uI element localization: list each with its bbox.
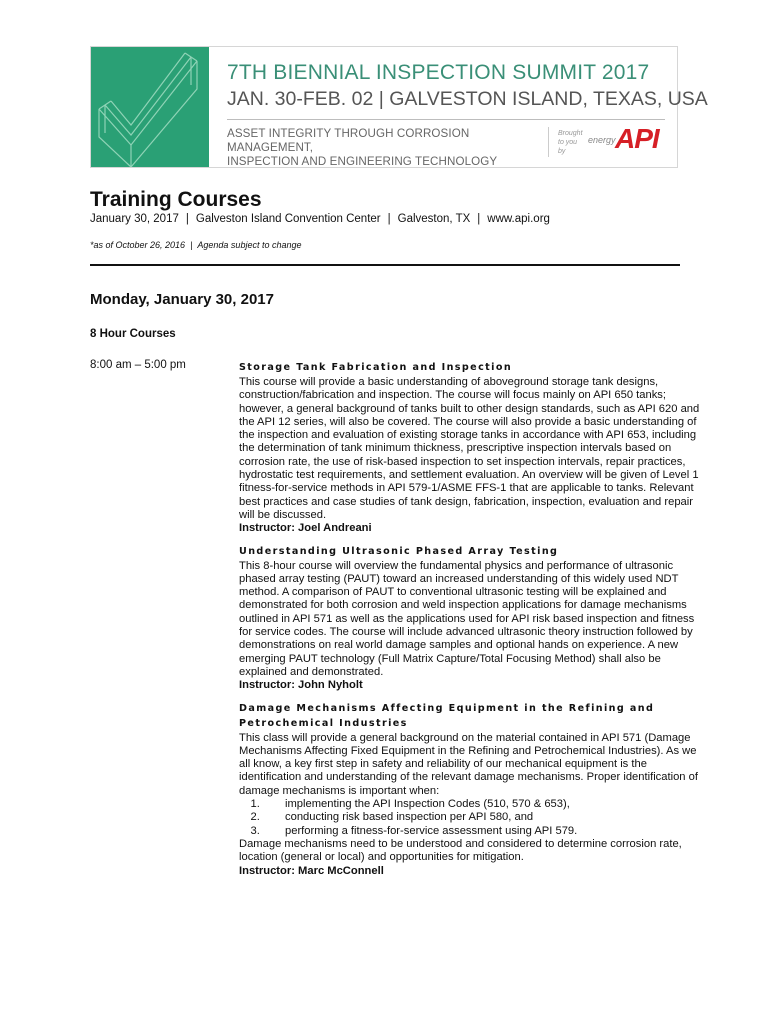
list-item: 2. conducting risk based inspection per API 580, and	[263, 811, 709, 824]
course-title: Understanding Ultrasonic Phased Array Testing	[239, 545, 559, 557]
agenda-note	[90, 240, 302, 250]
energy-text: energy	[588, 135, 616, 145]
banner-title: 7TH BIENNIAL INSPECTION SUMMIT 2017	[227, 61, 650, 84]
note-date: *as of October 26, 2016	[90, 240, 186, 250]
course-instructor: Instructor: Marc McConnell	[239, 864, 384, 877]
event-date: January 30, 2017	[90, 213, 179, 225]
course-closing: Damage mechanisms need to be understood and considered to determine corrosion rate, location (general or local) and opportunities for mitigation.	[239, 837, 682, 864]
session-time: 8:00 am – 5:00 pm	[90, 359, 186, 371]
day-heading: Monday, January 30, 2017	[90, 291, 274, 308]
event-info-line	[90, 213, 550, 225]
course-description: This class will provide a general background on the material contained in API 571 (Damage Mechanisms Affecting Fixed Equipment in the Refining and Petrochemical Industries). As we all know, a key first step in safety and reliability of our mechanical equipment is the identification and understanding of the relevant damage mechanisms. Proper identification of damage mechanisms is important when:	[239, 731, 698, 797]
page-title: Training Courses	[90, 188, 262, 211]
event-banner	[90, 46, 708, 168]
banner-tagline-line2: INSPECTION AND ENGINEERING TECHNOLOGY	[227, 155, 498, 168]
separator: |	[477, 213, 481, 225]
banner-tagline	[227, 127, 545, 169]
course-instructor: Instructor: John Nyholt	[239, 679, 363, 692]
list-item: 3. performing a fitness-for-service assessment using API 579.	[263, 825, 709, 838]
brought-to-you-text: Brought to you by	[558, 130, 583, 155]
separator: |	[185, 213, 189, 225]
course-list	[239, 360, 709, 886]
banner-dates: JAN. 30-FEB. 02 | GALVESTON ISLAND, TEXAS, USA	[227, 88, 708, 110]
website-link[interactable]: www.api.org	[487, 213, 550, 225]
checkmark-logo-icon	[91, 47, 209, 167]
banner-divider	[227, 119, 665, 120]
event-venue: Galveston Island Convention Center	[195, 213, 381, 225]
separator: |	[387, 213, 391, 225]
course-title: Storage Tank Fabrication and Inspection	[239, 362, 513, 373]
api-logo: API	[615, 123, 659, 154]
list-item: 1. implementing the API Inspection Codes (510, 570 & 653),	[263, 798, 709, 811]
separator: |	[190, 240, 193, 250]
section-heading: 8 Hour Courses	[90, 328, 176, 340]
course-item	[239, 360, 709, 536]
course-description: This course will provide a basic understanding of aboveground storage tank designs, construction/fabrication and inspection. The course will focus mainly on API 650 tanks; however, a general background of tanks built to other design standards, such as API 620 and the API 12 series, will also be covered. The course will also provide a basic understanding of the inspection and evaluation of existing storage tanks in accordance with API 653, including the determination of tank minimum thickness, prescriptive inspection intervals based on corrosion rate, the use of risk-based inspection to set inspection intervals, repair practices, hydrostatic test requirements, and settlement evaluation. An overview will be given of Level 1 fitness-for-service methods in API 579-1/ASME FFS-1 that are applicable to tanks. Relevant best practices and case studies of tank design, fabrication, inspection, evaluation and repair will be discussed.	[239, 376, 700, 521]
course-description: This 8-hour course will overview the fundamental physics and performance of ultrasonic phased array testing (PAUT) toward an increased understanding of this widely used NDT method. A comparison of PAUT to conventional ultrasonic testing will be explained and demonstrated for both corrosion and weld inspection applications for damage mechanisms outlined in API 571 as well as the applications used for API risk based inspection and fitness for service codes. The course will include advanced ultrasonic theory instruction followed by demonstrations on real world damage samples and optional hands on experience. A new emerging PAUT technology (Full Matrix Capture/Total Focusing Method) shall also be explained and demonstrated.	[239, 559, 695, 678]
course-item	[239, 544, 709, 693]
event-city: Galveston, TX	[397, 213, 471, 225]
importance-list	[239, 798, 709, 838]
banner-tagline-line1: ASSET INTEGRITY THROUGH CORROSION MANAGEMENT,	[227, 127, 470, 154]
banner-vertical-divider	[548, 127, 549, 157]
course-title: Damage Mechanisms Affecting Equipment in the Refining and Petrochemical Industries	[239, 702, 655, 729]
header-rule	[90, 264, 680, 266]
course-item	[239, 701, 709, 878]
note-change: Agenda subject to change	[197, 240, 302, 250]
course-instructor: Instructor: Joel Andreani	[239, 522, 372, 535]
